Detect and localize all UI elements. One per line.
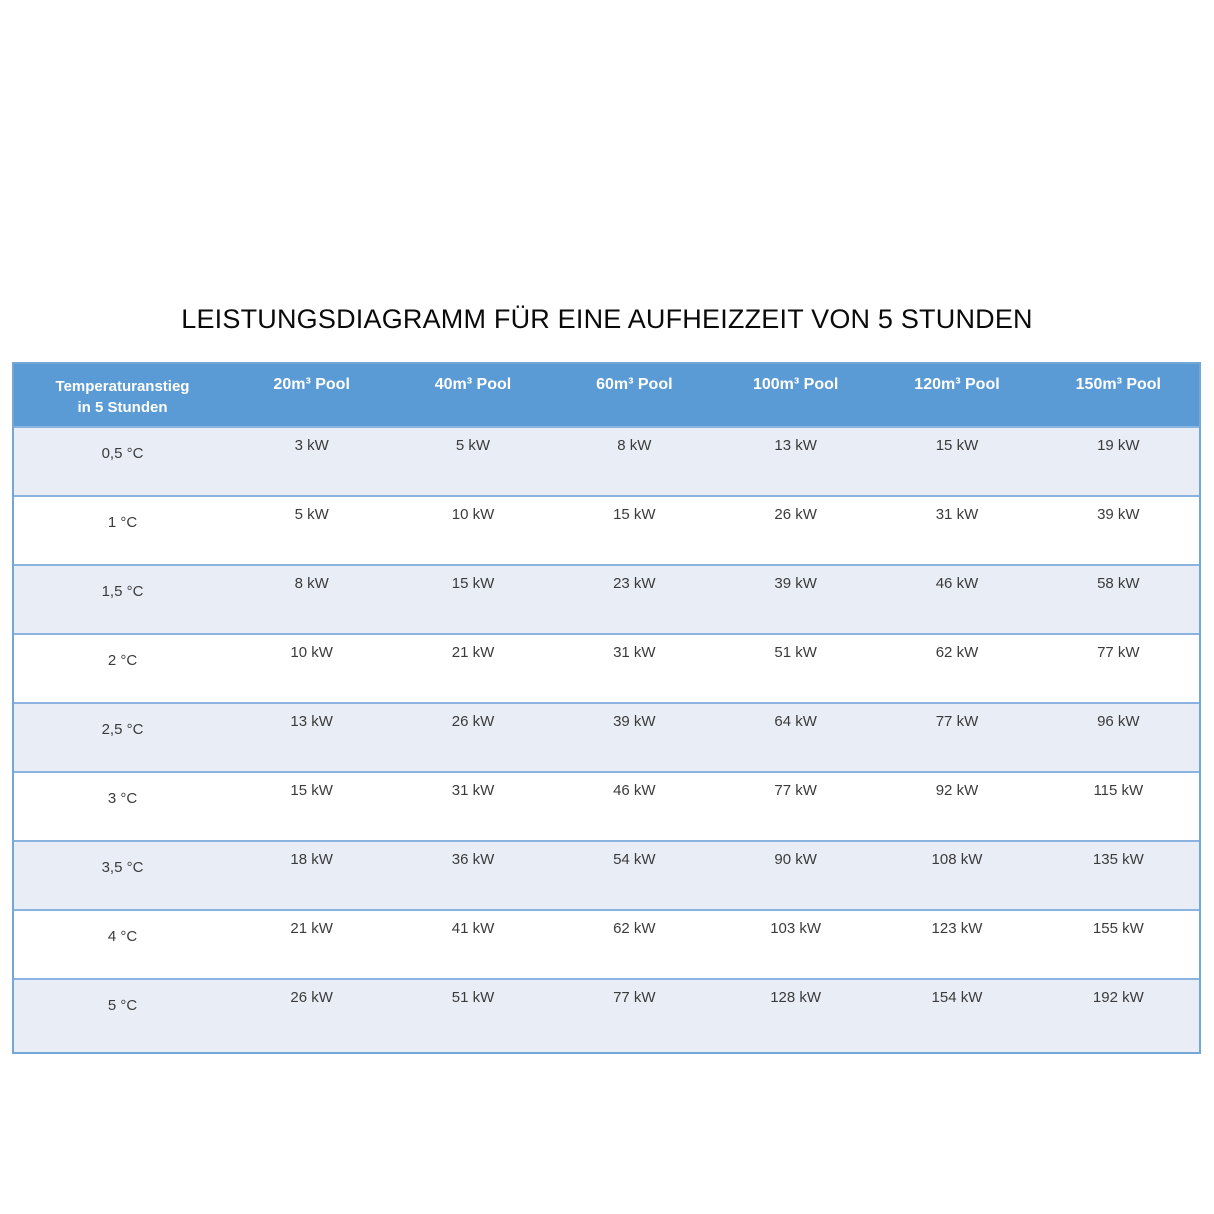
power-value-cell: 39 kW bbox=[1038, 495, 1199, 564]
power-value-cell: 77 kW bbox=[1038, 633, 1199, 702]
temperature-cell: 2 °C bbox=[14, 633, 231, 702]
power-value-cell: 21 kW bbox=[231, 909, 392, 978]
table-row bbox=[14, 633, 1199, 702]
power-value-cell: 13 kW bbox=[231, 702, 392, 771]
column-header-pool-120: 120m³ Pool bbox=[876, 364, 1037, 426]
power-value-cell: 10 kW bbox=[231, 633, 392, 702]
power-value-cell: 26 kW bbox=[231, 978, 392, 1052]
power-value-cell: 64 kW bbox=[715, 702, 876, 771]
column-header-temperature-line1: Temperaturanstieg bbox=[55, 378, 190, 395]
power-value-cell: 36 kW bbox=[392, 840, 553, 909]
power-value-cell: 51 kW bbox=[715, 633, 876, 702]
column-header-pool-40: 40m³ Pool bbox=[392, 364, 553, 426]
power-value-cell: 123 kW bbox=[876, 909, 1037, 978]
power-value-cell: 51 kW bbox=[392, 978, 553, 1052]
table-container bbox=[12, 362, 1201, 1054]
temperature-cell: 3,5 °C bbox=[14, 840, 231, 909]
power-value-cell: 31 kW bbox=[392, 771, 553, 840]
power-value-cell: 8 kW bbox=[231, 564, 392, 633]
power-value-cell: 58 kW bbox=[1038, 564, 1199, 633]
power-value-cell: 108 kW bbox=[876, 840, 1037, 909]
table-row bbox=[14, 702, 1199, 771]
column-header-pool-100: 100m³ Pool bbox=[715, 364, 876, 426]
temperature-cell: 4 °C bbox=[14, 909, 231, 978]
table-row bbox=[14, 840, 1199, 909]
power-value-cell: 31 kW bbox=[876, 495, 1037, 564]
table-row bbox=[14, 495, 1199, 564]
table-body bbox=[14, 426, 1199, 1052]
power-value-cell: 21 kW bbox=[392, 633, 553, 702]
power-value-cell: 77 kW bbox=[554, 978, 715, 1052]
table-row bbox=[14, 564, 1199, 633]
power-value-cell: 77 kW bbox=[876, 702, 1037, 771]
power-value-cell: 128 kW bbox=[715, 978, 876, 1052]
power-value-cell: 46 kW bbox=[876, 564, 1037, 633]
power-value-cell: 10 kW bbox=[392, 495, 553, 564]
column-header-pool-150: 150m³ Pool bbox=[1038, 364, 1199, 426]
heating-power-table bbox=[12, 362, 1201, 1054]
power-value-cell: 15 kW bbox=[876, 426, 1037, 495]
power-value-cell: 103 kW bbox=[715, 909, 876, 978]
power-value-cell: 5 kW bbox=[231, 495, 392, 564]
power-value-cell: 62 kW bbox=[554, 909, 715, 978]
temperature-cell: 5 °C bbox=[14, 978, 231, 1052]
power-value-cell: 18 kW bbox=[231, 840, 392, 909]
power-value-cell: 135 kW bbox=[1038, 840, 1199, 909]
power-value-cell: 39 kW bbox=[554, 702, 715, 771]
power-value-cell: 90 kW bbox=[715, 840, 876, 909]
temperature-cell: 1 °C bbox=[14, 495, 231, 564]
power-value-cell: 3 kW bbox=[231, 426, 392, 495]
power-value-cell: 154 kW bbox=[876, 978, 1037, 1052]
table-row bbox=[14, 426, 1199, 495]
power-value-cell: 192 kW bbox=[1038, 978, 1199, 1052]
power-value-cell: 5 kW bbox=[392, 426, 553, 495]
power-value-cell: 19 kW bbox=[1038, 426, 1199, 495]
page-title: LEISTUNGSDIAGRAMM FÜR EINE AUFHEIZZEIT VON 5 STUNDEN bbox=[181, 304, 1033, 334]
power-value-cell: 15 kW bbox=[231, 771, 392, 840]
column-header-temperature bbox=[14, 364, 231, 426]
table-row bbox=[14, 909, 1199, 978]
power-value-cell: 155 kW bbox=[1038, 909, 1199, 978]
table-header-row bbox=[14, 364, 1199, 426]
temperature-cell: 3 °C bbox=[14, 771, 231, 840]
temperature-cell: 0,5 °C bbox=[14, 426, 231, 495]
column-header-temperature-line2: in 5 Stunden bbox=[77, 399, 168, 416]
power-value-cell: 62 kW bbox=[876, 633, 1037, 702]
power-value-cell: 92 kW bbox=[876, 771, 1037, 840]
temperature-cell: 2,5 °C bbox=[14, 702, 231, 771]
power-value-cell: 26 kW bbox=[392, 702, 553, 771]
column-header-pool-20: 20m³ Pool bbox=[231, 364, 392, 426]
column-header-pool-60: 60m³ Pool bbox=[554, 364, 715, 426]
power-value-cell: 39 kW bbox=[715, 564, 876, 633]
power-value-cell: 46 kW bbox=[554, 771, 715, 840]
power-value-cell: 23 kW bbox=[554, 564, 715, 633]
power-value-cell: 41 kW bbox=[392, 909, 553, 978]
power-value-cell: 54 kW bbox=[554, 840, 715, 909]
power-value-cell: 31 kW bbox=[554, 633, 715, 702]
table-row bbox=[14, 978, 1199, 1052]
power-value-cell: 77 kW bbox=[715, 771, 876, 840]
power-value-cell: 13 kW bbox=[715, 426, 876, 495]
power-value-cell: 8 kW bbox=[554, 426, 715, 495]
power-value-cell: 115 kW bbox=[1038, 771, 1199, 840]
power-value-cell: 15 kW bbox=[392, 564, 553, 633]
temperature-cell: 1,5 °C bbox=[14, 564, 231, 633]
table-row bbox=[14, 771, 1199, 840]
power-value-cell: 15 kW bbox=[554, 495, 715, 564]
power-value-cell: 96 kW bbox=[1038, 702, 1199, 771]
power-value-cell: 26 kW bbox=[715, 495, 876, 564]
